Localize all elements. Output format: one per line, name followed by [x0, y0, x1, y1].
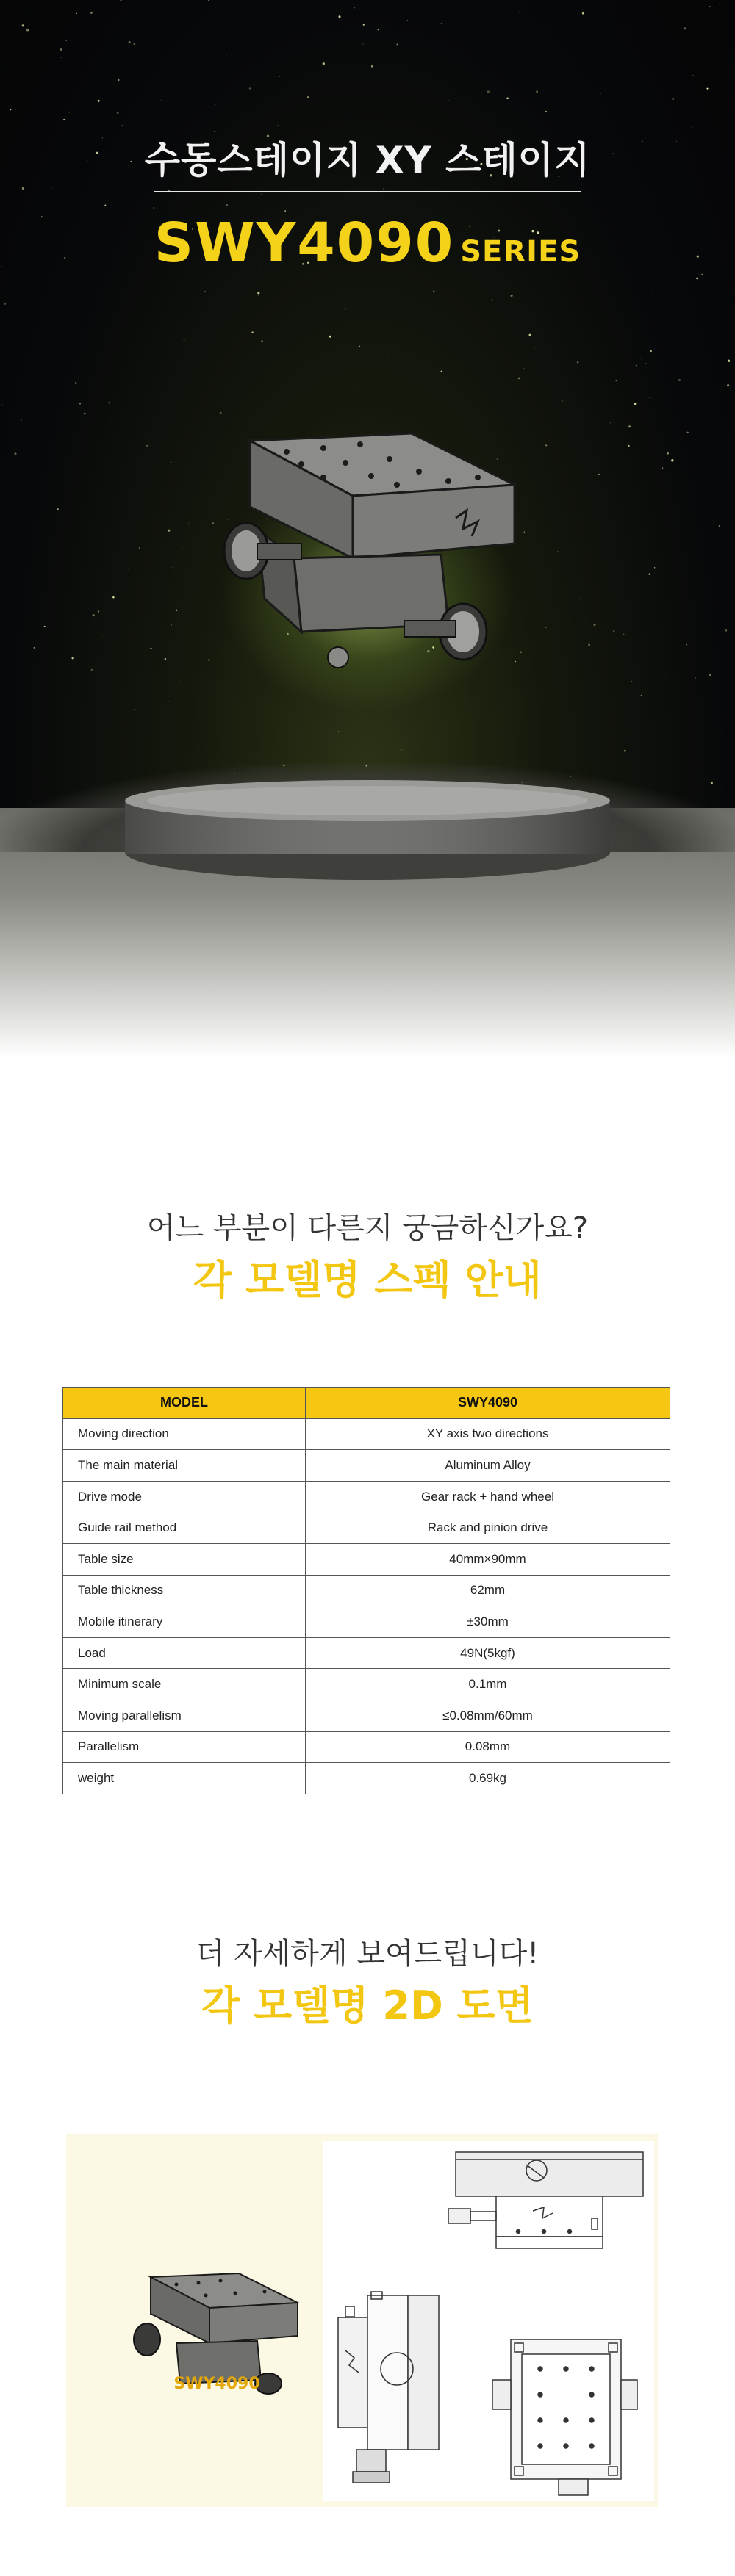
spec-row-value: XY axis two directions [306, 1418, 670, 1450]
star [359, 346, 360, 347]
star [593, 624, 595, 626]
star [518, 378, 520, 380]
star [226, 56, 227, 57]
star [249, 87, 251, 90]
star [709, 6, 711, 7]
star [60, 48, 62, 51]
spec-question: 어느 부분이 다른지 궁금하신가요? [146, 1211, 589, 1245]
spec-table [62, 1387, 670, 1794]
star [491, 300, 492, 301]
display-pedestal [96, 771, 639, 889]
spec-row-label: Minimum scale [63, 1669, 306, 1700]
star [10, 109, 12, 111]
star [79, 403, 81, 405]
star [261, 340, 262, 342]
star [252, 331, 254, 333]
spec-row [63, 1700, 670, 1731]
star [91, 669, 93, 671]
star [109, 402, 110, 403]
star [134, 709, 135, 710]
star [146, 445, 147, 446]
star [585, 621, 586, 622]
star [598, 474, 599, 475]
product-thumbnail-label: SWY4090 [173, 2375, 260, 2393]
spec-row-label: Moving parallelism [63, 1700, 306, 1731]
star [117, 112, 119, 114]
star [545, 627, 546, 628]
star [22, 24, 24, 26]
star [649, 397, 650, 398]
star [577, 361, 579, 364]
star [557, 551, 558, 552]
spec-row [63, 1450, 670, 1482]
spec-row-value: 0.1mm [306, 1669, 670, 1700]
hero-title: 수동스테이지 XY 스테이지 [144, 139, 591, 181]
spec-row [63, 1669, 670, 1700]
star [122, 125, 123, 126]
star [671, 459, 673, 461]
star [60, 57, 61, 58]
drawing-question: 더 자세하게 보여드립니다! [196, 1937, 539, 1971]
star [338, 731, 339, 732]
star [279, 76, 280, 77]
spec-row-label: Load [63, 1637, 306, 1669]
spec-row [63, 1575, 670, 1606]
star [133, 43, 135, 45]
star [636, 365, 637, 367]
spec-row-label: Table size [63, 1543, 306, 1575]
2d-technical-drawing [323, 2141, 654, 2501]
star [226, 204, 228, 206]
star [34, 647, 35, 649]
spec-row-label: Drive mode [63, 1481, 306, 1512]
spec-row-label: Table thickness [63, 1575, 306, 1606]
star [139, 547, 140, 548]
star [545, 444, 547, 446]
star [93, 614, 95, 616]
star [176, 610, 177, 611]
star [728, 360, 730, 362]
star [188, 523, 189, 524]
star [654, 567, 656, 569]
star [84, 413, 85, 414]
spec-row-value: Rack and pinion drive [306, 1512, 670, 1544]
star [1, 405, 3, 406]
spec-row-label: weight [63, 1763, 306, 1794]
star [307, 96, 309, 98]
star [98, 610, 99, 612]
star [65, 40, 67, 41]
star [641, 695, 642, 696]
star [691, 127, 692, 128]
spec-row [63, 1481, 670, 1512]
star [358, 387, 359, 388]
star [727, 384, 729, 386]
star [672, 98, 674, 101]
spec-row-label: The main material [63, 1450, 306, 1482]
star [628, 425, 631, 427]
star [433, 291, 434, 292]
star [4, 303, 6, 305]
star [441, 23, 442, 24]
star [184, 339, 185, 340]
star [623, 634, 624, 635]
model-main: SWY4090 [154, 212, 455, 275]
star [323, 62, 325, 65]
star [545, 111, 546, 112]
star [624, 750, 626, 752]
star [667, 452, 669, 455]
spec-row-label: Guide rail method [63, 1512, 306, 1544]
spec-row [63, 1731, 670, 1763]
star [345, 308, 347, 309]
spec-row-value: 0.08mm [306, 1731, 670, 1763]
star [215, 104, 216, 105]
star [258, 295, 259, 296]
star [562, 400, 563, 402]
star [362, 43, 363, 44]
drawing-heading: 각 모델명 2D 도면 [201, 1982, 534, 2029]
star [582, 12, 584, 15]
star [63, 119, 65, 120]
star [646, 363, 647, 364]
star [378, 29, 379, 31]
star [628, 445, 630, 447]
star [150, 648, 151, 649]
spec-row-label: Moving direction [63, 1418, 306, 1450]
star [208, 0, 209, 1]
star [120, 0, 121, 1]
star [104, 204, 106, 206]
spec-header-row [63, 1388, 670, 1419]
star [112, 596, 115, 599]
star [684, 27, 686, 29]
star [257, 292, 259, 294]
star [102, 635, 104, 636]
star [610, 422, 611, 423]
star [687, 432, 689, 433]
star [528, 334, 531, 336]
spec-row [63, 1512, 670, 1544]
star [57, 508, 59, 510]
star [204, 291, 205, 292]
star [396, 44, 398, 46]
spec-row-label: Mobile itinerary [63, 1606, 306, 1638]
star [725, 629, 727, 632]
star [686, 644, 687, 646]
spec-row-value: Gear rack + hand wheel [306, 1481, 670, 1512]
star [52, 187, 53, 188]
star [695, 677, 696, 679]
star [536, 90, 538, 93]
star [354, 7, 355, 8]
star [662, 467, 663, 469]
star [363, 24, 365, 26]
star [448, 100, 449, 101]
spec-row-value: ±30mm [306, 1606, 670, 1638]
star [72, 657, 74, 659]
star [21, 419, 22, 421]
star [615, 380, 617, 381]
star [506, 97, 509, 99]
star [277, 125, 279, 126]
star [118, 79, 119, 81]
star [371, 65, 373, 68]
star [44, 626, 46, 627]
star [90, 12, 93, 14]
star [648, 573, 650, 575]
star [76, 13, 77, 14]
star [171, 461, 172, 463]
spec-row-label: Parallelism [63, 1731, 306, 1763]
star [613, 630, 615, 632]
star [696, 278, 698, 280]
star [261, 194, 262, 195]
spec-header-value: SWY4090 [306, 1388, 670, 1419]
star [26, 29, 29, 31]
star [383, 189, 384, 190]
spec-row-value: 40mm×90mm [306, 1543, 670, 1575]
star [98, 100, 100, 102]
spec-row [63, 1637, 670, 1669]
spec-row-value: 0.69kg [306, 1763, 670, 1794]
star [641, 358, 642, 359]
spec-heading: 각 모델명 스펙 안내 [193, 1257, 542, 1303]
star [709, 674, 711, 676]
spec-row-value: ≤0.08mm/60mm [306, 1700, 670, 1731]
star [168, 530, 170, 532]
star [129, 41, 131, 43]
star [678, 379, 681, 381]
hero-banner [0, 0, 735, 1058]
star [441, 371, 442, 372]
spec-row-value: 49N(5kgf) [306, 1637, 670, 1669]
star [692, 75, 694, 76]
spec-row [63, 1418, 670, 1450]
spec-row-value: 62mm [306, 1575, 670, 1606]
star [329, 336, 331, 338]
hero-model-name [0, 212, 735, 275]
star [22, 187, 24, 190]
xy-stage-product-image [206, 411, 544, 720]
spec-row [63, 1543, 670, 1575]
star [75, 382, 77, 384]
star [154, 207, 155, 209]
star [719, 525, 720, 526]
star [487, 90, 490, 93]
spec-row [63, 1763, 670, 1794]
spec-row-value: Aluminum Alloy [306, 1450, 670, 1482]
star [511, 295, 513, 297]
model-suffix: SERIES [460, 235, 581, 269]
star [407, 20, 409, 21]
star [650, 350, 652, 352]
spec-row [63, 1606, 670, 1638]
star [339, 15, 341, 18]
star [707, 88, 709, 90]
star [588, 643, 590, 646]
star [15, 452, 17, 455]
star [634, 403, 637, 405]
star [631, 681, 632, 682]
star [165, 658, 167, 660]
hero-divider [154, 191, 581, 192]
star [168, 701, 169, 702]
star [69, 112, 70, 113]
spec-header-model: MODEL [63, 1388, 306, 1419]
